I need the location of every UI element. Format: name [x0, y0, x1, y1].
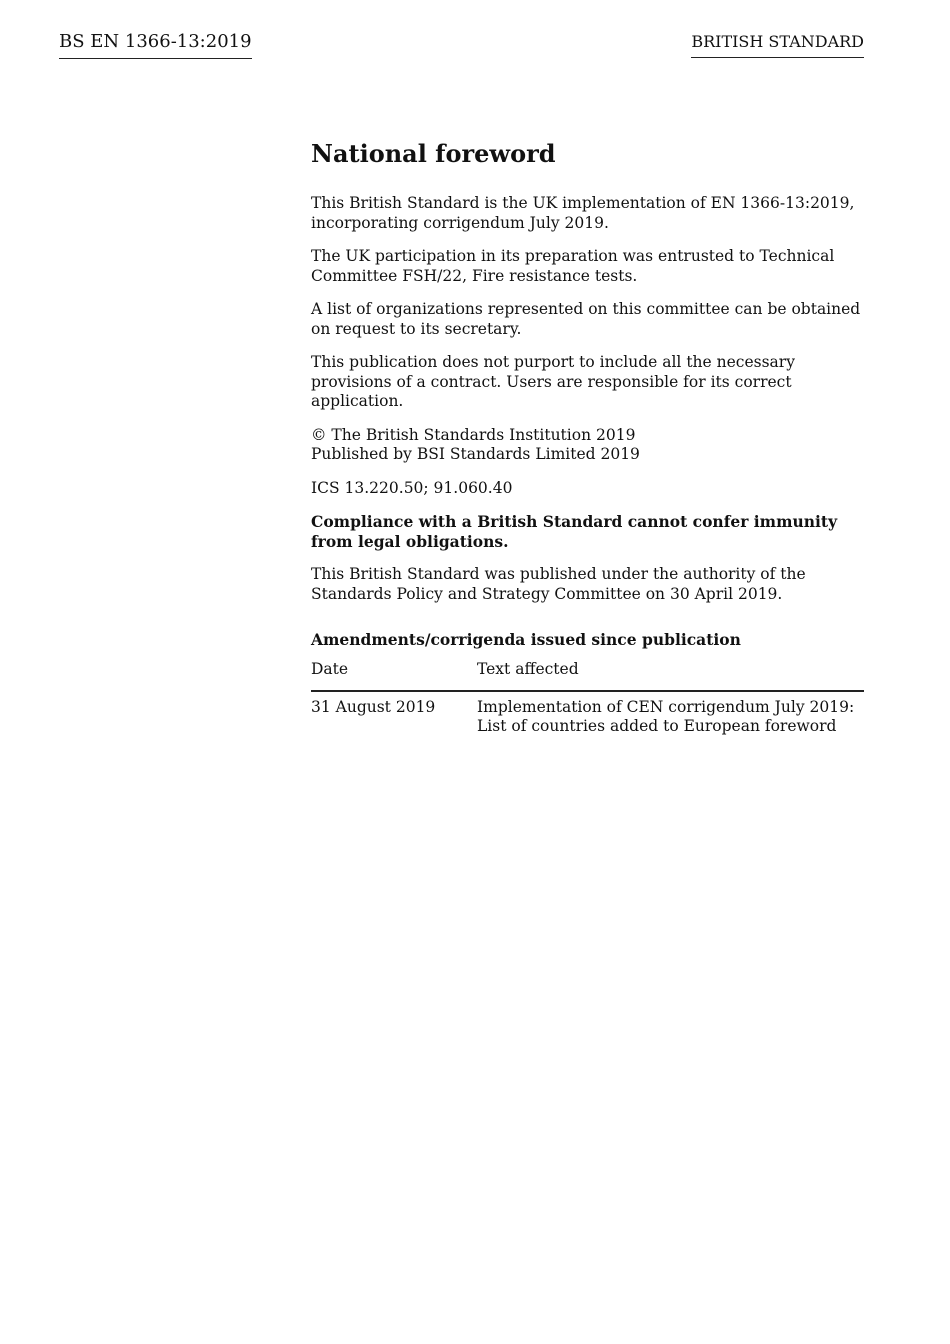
- document-id: BS EN 1366-13:2019: [59, 30, 252, 59]
- copyright-block: [311, 426, 864, 465]
- committee-paragraph: The UK participation in its preparation was entrusted to Technical Committee FSH/22, Fire resistance tests.: [311, 247, 835, 285]
- amendment-text-line: Implementation of CEN corrigendum July 2019:: [477, 697, 855, 716]
- implementation-paragraph: This British Standard is the UK implementation of EN 1366-13:2019, incorporating corrigendum July 2019.: [311, 194, 855, 232]
- page-title: National foreword: [311, 139, 556, 168]
- amendment-text-line: List of countries added to European foreword: [477, 717, 837, 735]
- column-header-text-affected: Text affected: [477, 658, 864, 691]
- standard-series-label: BRITISH STANDARD: [691, 31, 864, 58]
- amendments-heading: Amendments/corrigenda issued since publication: [311, 630, 741, 649]
- amendments-header-row: [311, 658, 864, 691]
- compliance-statement: Compliance with a British Standard cannot confer immunity from legal obligations.: [311, 512, 838, 551]
- copyright-line: © The British Standards Institution 2019: [311, 425, 636, 444]
- amendment-date: 31 August 2019: [311, 697, 436, 716]
- authority-paragraph: This British Standard was published under the authority of the Standards Policy and Strategy Committee on 30 April 2019.: [311, 565, 806, 603]
- foreword-content: [311, 138, 864, 737]
- organizations-paragraph: A list of organizations represented on this committee can be obtained on request to its secretary.: [311, 300, 861, 338]
- table-row: [311, 691, 864, 737]
- disclaimer-paragraph: This publication does not purport to include all the necessary provisions of a contract. Users are responsible for its correct application.: [311, 353, 795, 410]
- amendment-text: [477, 691, 864, 737]
- amendments-table: [311, 658, 864, 737]
- column-header-date: Date: [311, 658, 477, 691]
- publisher-line: Published by BSI Standards Limited 2019: [311, 445, 640, 463]
- ics-codes: ICS 13.220.50; 91.060.40: [311, 478, 513, 497]
